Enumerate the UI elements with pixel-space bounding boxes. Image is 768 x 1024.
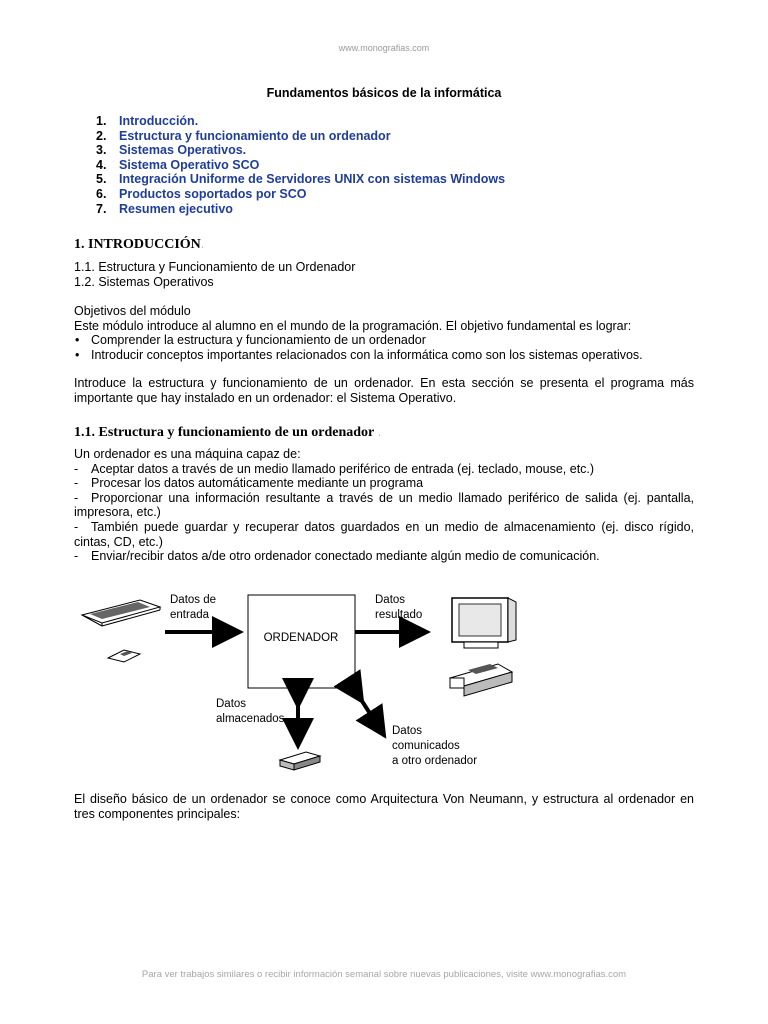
toc-item xyxy=(96,143,505,158)
bullet-icon: • xyxy=(75,347,80,362)
table-of-contents xyxy=(96,114,505,216)
subsection-1-1: 1.1. Estructura y Funcionamiento de un Ordenador xyxy=(74,260,356,274)
comm-label-line2: comunicados xyxy=(392,740,460,752)
input-label-line2: entrada xyxy=(170,609,210,621)
item-text: Enviar/recibir datos a/de otro ordenador conectado mediante algún medio de comunicación. xyxy=(91,549,600,564)
objectives-intro: Este módulo introduce al alumno en el mundo de la programación. El objetivo fundamental es lograr: xyxy=(74,318,632,333)
output-label-line2: resultado xyxy=(375,609,423,621)
list-item xyxy=(74,491,694,520)
keyboard-icon xyxy=(82,600,160,626)
dash-marker: - xyxy=(74,490,79,505)
toc-item xyxy=(96,114,505,129)
comm-label-line1: Datos xyxy=(392,725,423,737)
toc-item xyxy=(96,172,505,187)
toc-item xyxy=(96,202,505,217)
heading-dot: . xyxy=(377,425,382,439)
objectives-title: Objetivos del módulo xyxy=(74,304,191,318)
toc-item xyxy=(96,187,505,202)
ordenador-label: ORDENADOR xyxy=(263,632,339,644)
objectives-list xyxy=(74,333,694,362)
toc-number: 3. xyxy=(96,143,107,158)
toc-link-productos[interactable]: Productos soportados por SCO xyxy=(119,186,307,201)
footer-note: Para ver trabajos similares o recibir información semanal sobre nuevas publicaciones, visite www.monografias.com xyxy=(141,969,627,980)
intro-paragraph: Introduce la estructura y funcionamiento de un ordenador. En esta sección se presenta el programa más importante que hay instalado en un ordenador: el Sistema Operativo. xyxy=(74,376,694,405)
monitor-icon xyxy=(452,598,516,648)
capabilities-intro: Un ordenador es una máquina capaz de: xyxy=(74,447,301,461)
toc-link-estructura[interactable]: Estructura y funcionamiento de un ordenador xyxy=(119,128,391,143)
bullet-icon: • xyxy=(75,333,80,348)
list-item xyxy=(74,520,694,549)
toc-number: 6. xyxy=(96,186,107,201)
stored-label-line1: Datos xyxy=(216,698,247,710)
dash-marker: - xyxy=(74,476,79,491)
dash-marker: - xyxy=(74,461,79,476)
output-label-line1: Datos xyxy=(375,594,406,606)
objectives-block xyxy=(74,304,694,362)
toc-number: 1. xyxy=(96,114,107,128)
header-url: www.monografias.com xyxy=(338,43,430,53)
list-item xyxy=(74,348,694,363)
heading-dot: . xyxy=(200,237,205,251)
subsection-list xyxy=(74,260,694,289)
list-item xyxy=(74,333,694,348)
toc-link-resumen[interactable]: Resumen ejecutivo xyxy=(119,201,233,216)
stored-label-line2: almacenados xyxy=(216,713,285,725)
list-item xyxy=(74,476,694,491)
toc-link-integracion[interactable]: Integración Uniforme de Servidores UNIX con sistemas Windows xyxy=(119,172,506,187)
toc-number: 7. xyxy=(96,201,107,216)
closing-paragraph: El diseño básico de un ordenador se conoce como Arquitectura Von Neumann, y estructura al ordenador en tres componentes principales: xyxy=(74,792,694,821)
input-label-line1: Datos de xyxy=(170,594,217,606)
section-estructura-heading xyxy=(74,425,694,441)
section-heading: 1. INTRODUCCIÓN xyxy=(74,237,201,252)
toc-number: 2. xyxy=(96,128,107,143)
computer-diagram xyxy=(70,580,630,780)
toc-link-sco[interactable]: Sistema Operativo SCO xyxy=(119,157,260,172)
toc-item xyxy=(96,158,505,173)
mouse-icon xyxy=(108,650,140,662)
item-text: Proporcionar una información resultante a través de un medio llamado periférico de salida (ej. pantalla, impresora, etc.) xyxy=(74,490,694,520)
toc-item xyxy=(96,129,505,144)
capabilities-block xyxy=(74,447,694,564)
dash-marker: - xyxy=(74,519,79,534)
bullet-text: Comprender la estructura y funcionamiento de un ordenador xyxy=(91,333,426,348)
toc-number: 4. xyxy=(96,157,107,172)
section-heading: 1.1. Estructura y funcionamiento de un ordenador xyxy=(74,425,375,440)
comm-label-line3: a otro ordenador xyxy=(392,755,478,767)
disk-drive-icon xyxy=(280,752,320,770)
dash-marker: - xyxy=(74,549,79,564)
document-title: Fundamentos básicos de la informática xyxy=(266,86,502,100)
toc-number: 5. xyxy=(96,172,107,187)
item-text: Procesar los datos automáticamente mediante un programa xyxy=(91,476,424,491)
list-item xyxy=(74,549,694,564)
toc-link-introduccion[interactable]: Introducción. xyxy=(119,114,199,128)
list-item xyxy=(74,462,694,477)
subsection-1-2: 1.2. Sistemas Operativos xyxy=(74,274,214,289)
communication-arrow xyxy=(360,698,382,732)
printer-icon xyxy=(450,664,512,696)
section-introduccion-heading xyxy=(74,237,694,253)
item-text: Aceptar datos a través de un medio llamado periférico de entrada (ej. teclado, mouse, etc.) xyxy=(91,461,595,476)
toc-link-sistemas-operativos[interactable]: Sistemas Operativos. xyxy=(119,143,247,158)
item-text: También puede guardar y recuperar datos guardados en un medio de almacenamiento (ej. disco rígido, cintas, CD, etc.) xyxy=(74,519,694,549)
bullet-text: Introducir conceptos importantes relacionados con la informática como son los sistemas operativos. xyxy=(91,347,643,362)
